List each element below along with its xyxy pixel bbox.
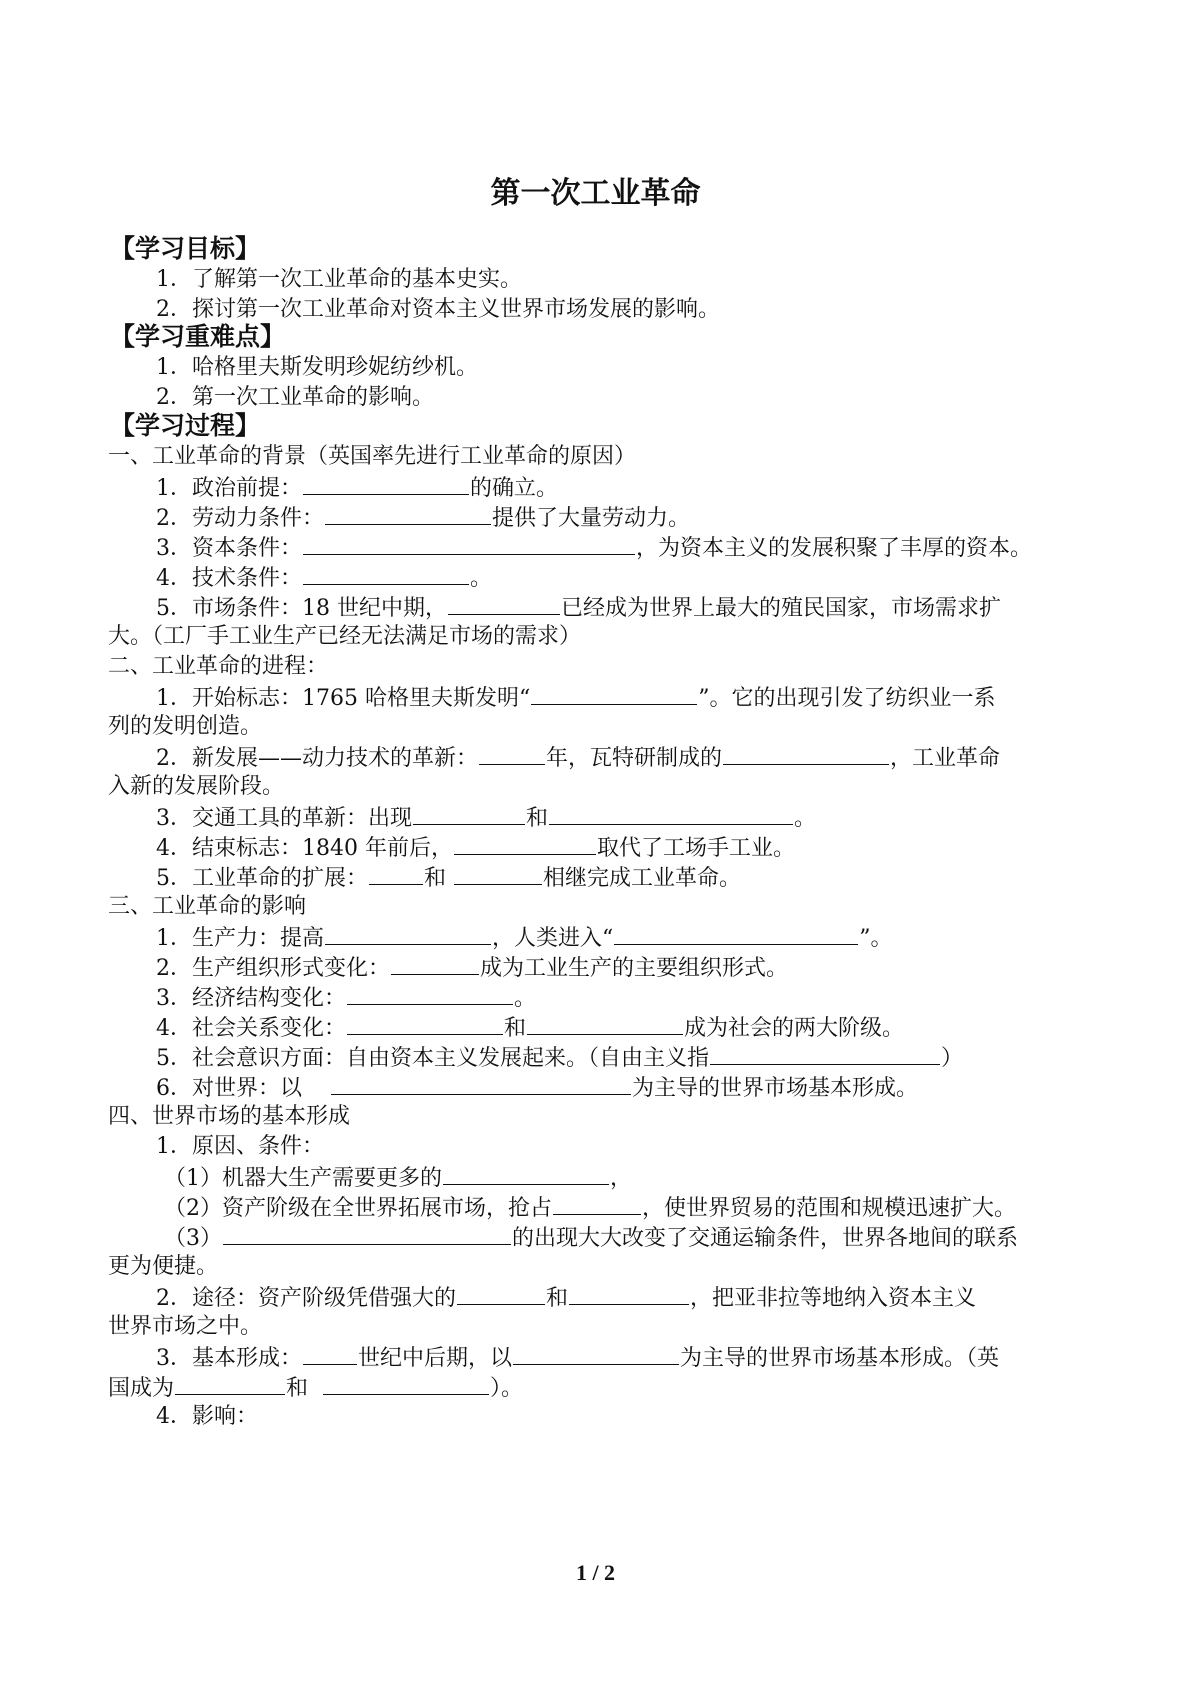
text-line: 世界市场之中。 [108,1314,263,1339]
text-line: 列的发明创造。 [108,714,263,739]
answer-blank[interactable] [323,1372,489,1395]
answer-blank[interactable] [723,742,889,765]
answer-blank[interactable] [710,1042,940,1065]
answer-blank[interactable] [331,1072,631,1095]
fill-line: 4．技术条件： 。 [156,562,492,594]
fill-line: 1．政治前提： 的确立。 [156,472,558,504]
answer-blank[interactable] [448,592,560,615]
answer-blank[interactable] [303,562,469,585]
answer-blank[interactable] [454,862,542,885]
fill-line: 1．开始标志：1765 哈格里夫斯发明“ ”。它的出现引发了纺织业一系 [156,682,995,714]
text-line: 更为便捷。 [108,1254,219,1279]
answer-blank[interactable] [303,1342,357,1365]
answer-blank[interactable] [347,982,513,1005]
fill-line: 3．资本条件： ，为资本主义的发展积聚了丰厚的资本。 [156,532,1032,564]
page-title: 第一次工业革命 [490,176,701,211]
fill-line: 3．交通工具的革新：出现 和 。 [156,802,816,834]
fill-line: （1）机器大生产需要更多的 ， [164,1162,632,1194]
section-heading-objectives: 【学习目标】 [110,234,261,263]
answer-blank[interactable] [479,742,545,765]
part-title: 四、世界市场的基本形成 [108,1104,351,1129]
fill-line: （2）资产阶级在全世界拓展市场，抢占 ，使世界贸易的范围和规模迅速扩大。 [164,1192,1016,1224]
fill-line: 3．经济结构变化： 。 [156,982,536,1014]
fill-line: 2．新发展——动力技术的革新： 年，瓦特研制成的 ，工业革命 [156,742,1000,774]
part-title: 一、工业革命的背景（英国率先进行工业革命的原因） [108,444,637,469]
text-line: 大。（工厂手工业生产已经无法满足市场的需求） [108,624,582,649]
fill-line: 5．市场条件：18 世纪中期， 已经成为世界上最大的殖民国家，市场需求扩 [156,592,1001,624]
answer-blank[interactable] [527,1012,683,1035]
fill-line: 5．工业革命的扩展： 和 相继完成工业革命。 [156,862,741,894]
answer-blank[interactable] [391,952,479,975]
fill-line: 2．劳动力条件： 提供了大量劳动力。 [156,502,690,534]
answer-blank[interactable] [303,472,469,495]
part-title: 二、工业革命的进程： [108,654,329,679]
text-line: 1．原因、条件： [156,1134,324,1159]
fill-line: 1．生产力：提高 ，人类进入“ ”。 [156,922,893,954]
answer-blank[interactable] [614,922,858,945]
text-line: 4．影响： [156,1404,258,1429]
answer-blank[interactable] [443,1162,609,1185]
answer-blank[interactable] [325,922,491,945]
fill-line: 2．生产组织形式变化： 成为工业生产的主要组织形式。 [156,952,788,984]
answer-blank[interactable] [569,1282,689,1305]
fill-line: 4．结束标志：1840 年前后， 取代了工场手工业。 [156,832,795,864]
answer-blank[interactable] [175,1372,285,1395]
part-title: 三、工业革命的影响 [108,894,307,919]
answer-blank[interactable] [531,682,697,705]
fill-line: 4．社会关系变化： 和 成为社会的两大阶级。 [156,1012,904,1044]
answer-blank[interactable] [369,862,423,885]
key-point-item: 1．哈格里夫斯发明珍妮纺纱机。 [156,355,478,380]
answer-blank[interactable] [553,1192,641,1215]
fill-line: 3．基本形成： 世纪中后期，以 为主导的世界市场基本形成。（英 [156,1342,999,1374]
fill-line: （3） 的出现大大改变了交通运输条件，世界各地间的联系 [164,1222,1018,1254]
fill-line: 国成为 和 ）。 [108,1372,523,1404]
answer-blank[interactable] [457,1282,545,1305]
answer-blank[interactable] [549,802,793,825]
answer-blank[interactable] [325,502,491,525]
text-line: 入新的发展阶段。 [108,774,285,799]
answer-blank[interactable] [513,1342,679,1365]
fill-line: 5．社会意识方面：自由资本主义发展起来。（自由主义指 ） [156,1042,963,1074]
answer-blank[interactable] [413,802,525,825]
page-number: 1 / 2 [575,1560,616,1585]
section-heading-key-points: 【学习重难点】 [110,322,286,351]
objective-item: 2．探讨第一次工业革命对资本主义世界市场发展的影响。 [156,297,720,322]
answer-blank[interactable] [347,1012,503,1035]
answer-blank[interactable] [223,1222,511,1245]
fill-line: 6．对世界：以 为主导的世界市场基本形成。 [156,1072,918,1104]
key-point-item: 2．第一次工业革命的影响。 [156,385,434,410]
section-heading-process: 【学习过程】 [110,411,261,440]
answer-blank[interactable] [303,532,635,555]
objective-item: 1．了解第一次工业革命的基本史实。 [156,267,522,292]
fill-line: 2．途径：资产阶级凭借强大的 和 ，把亚非拉等地纳入资本主义 [156,1282,976,1314]
answer-blank[interactable] [454,832,596,855]
